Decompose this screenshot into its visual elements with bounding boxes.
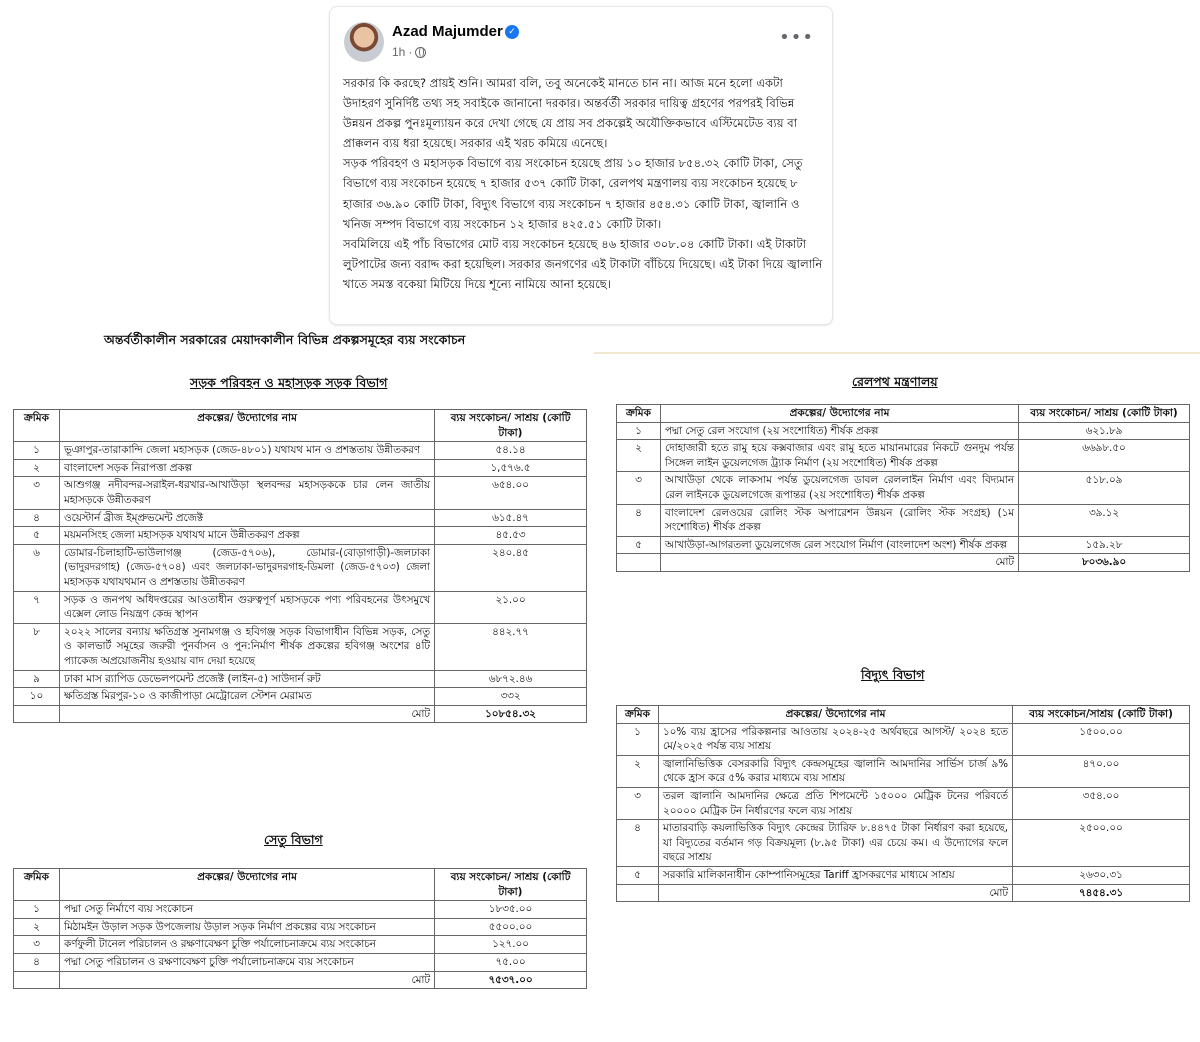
row-project-name: বাংলাদেশ সড়ক নিরাপত্তা প্রকল্প [60,459,435,477]
header-project-name: প্রকল্পের/ উদ্যোগের নাম [661,405,1019,423]
table-row [14,591,587,623]
row-serial: ১০ [14,688,60,706]
table-header-row [14,869,587,901]
avatar[interactable] [344,22,384,62]
row-serial: ৪ [14,509,60,527]
row-saving-value: ৫৪.১৪ [435,442,587,460]
row-saving-value: ২৫০০.০০ [1013,820,1190,867]
row-saving-value: ১২৭.০০ [435,936,587,954]
row-serial: ৯ [14,670,60,688]
row-project-name: আশুগঞ্জ নদীবন্দর-সরাইল-ধরখার-আখাউড়া স্থলবন্দর মহাসড়ককে চার লেন জাতীয় মহাসড়কে উন্নীতকরণ [60,477,435,509]
row-project-name: আখাউড়া থেকে লাকসাম পর্যন্ত ডুয়েলগেজ ডাবল রেললাইন নির্মাণ এবং বিদ্যমান রেল লাইনকে ডুয়েলগেজে রূপান্তর (২য় সংশোধিত) শীর্ষক প্রকল্প [661,472,1019,504]
row-project-name: বাংলাদেশ রেলওয়ের রোলিং স্টক অপারেশন উন্নয়ন (রোলিং স্টক সংগ্রহ) (১ম সংশোধিত) শীর্ষক প্রকল্প [661,504,1019,536]
table-row [617,472,1190,504]
table-row [617,422,1190,440]
table-row [14,936,587,954]
row-serial: ২ [14,459,60,477]
table-row [14,442,587,460]
row-project-name: মাতারবাড়ি কয়লাভিত্তিক বিদ্যুৎ কেন্দ্রের ট্যারিফ ৮.৪৪৭৫ টাকা নির্ধারণ করা হয়েছে, যা বিদ্যুতের বর্তমান গড় বিক্রয়মূল্য (৮.৯৫ টাকা) এর চেয়ে কম। এ উদ্যোগের ফলে বছরে সাশ্রয় [659,820,1013,867]
table-row [617,787,1190,819]
row-project-name: ওয়েস্টার্ন ব্রীজ ইম্প্রুভমেন্ট প্রজেক্ট [60,509,435,527]
total-label: মোট [60,971,435,989]
row-serial: ১ [14,901,60,919]
table-header-row [14,410,587,442]
more-options-icon[interactable]: ••• [779,27,814,48]
post-time[interactable]: 1h [392,45,406,59]
row-serial: ৫ [14,527,60,545]
row-serial: ৪ [617,504,661,536]
table-header-row [617,405,1190,423]
row-serial: ৪ [14,953,60,971]
table-row [617,536,1190,554]
rail-table [616,404,1190,572]
road-section-title: সড়ক পরিবহন ও মহাসড়ক সড়ক বিভাগ [190,375,388,390]
header-serial: ক্রমিক [617,706,659,724]
table-row [14,670,587,688]
total-label: মোট [659,884,1013,902]
row-saving-value: ১৫৯.২৮ [1019,536,1190,554]
header-project-name: প্রকল্পের/ উদ্যোগের নাম [659,706,1013,724]
row-saving-value: ৭৫.০০ [435,953,587,971]
row-project-name: ক্ষতিগ্রস্ত মিরপুর-১০ ও কাজীপাড়া মেট্রোরেল স্টেশন মেরামত [60,688,435,706]
header-project-name: প্রকল্পের/ উদ্যোগের নাম [60,410,435,442]
table-row [617,866,1190,884]
header-saving: ব্যয় সংকোচন/ সাশ্রয় (কোটি টাকা) [435,869,587,901]
table-total-row [617,884,1190,902]
table-row [14,623,587,670]
row-saving-value: ৩৩২ [435,688,587,706]
table-row [617,755,1190,787]
row-saving-value: ২৬৩০.৩১ [1013,866,1190,884]
row-project-name: পদ্মা সেতু রেল সংযোগ (২য় সংশোধিত) শীর্ষক প্রকল্প [661,422,1019,440]
row-serial: ৫ [617,866,659,884]
table-row [617,504,1190,536]
table-row [617,440,1190,472]
row-serial: ৭ [14,591,60,623]
row-serial: ৮ [14,623,60,670]
row-serial: ৩ [14,936,60,954]
table-row [14,953,587,971]
bridge-section-title: সেতু বিভাগ [264,832,323,847]
row-saving-value: ৬২১.৮৯ [1019,422,1190,440]
document-title: অন্তর্বর্তীকালীন সরকারের মেয়াদকালীন বিভিন্ন প্রকল্পসমূহের ব্যয় সংকোচন [104,332,466,347]
total-value: ১০৮৫৪.৩২ [435,705,587,723]
row-project-name: পদ্মা সেতু নির্মাণে ব্যয় সংকোচন [60,901,435,919]
table-row [14,918,587,936]
facebook-post [329,6,833,325]
row-saving-value: ৬৫৪.০০ [435,477,587,509]
total-value: ৮০৩৬.৯০ [1019,554,1190,572]
row-project-name: ২০২২ সালের বন্যায় ক্ষতিগ্রস্ত সুনামগঞ্জ ও হবিগঞ্জ সড়ক বিভাগাধীন বিভিন্ন সড়ক, সেতু ও কালভার্ট সমূহের জরুরী পুনর্বাসন ও পুন:নির্মাণ শীর্ষক প্রকল্পের হবিগঞ্জ অংশের ৪টি প্যাকেজ অপ্রয়োজনীয় হওয়ায় বাদ দেয়া হয়েছে [60,623,435,670]
post-author[interactable]: Azad Majumder [392,23,503,40]
row-serial: ৩ [617,787,659,819]
row-saving-value: ৪৭০.০০ [1013,755,1190,787]
table-row [14,459,587,477]
post-paragraph: সবমিলিয়ে এই পাঁচ বিভাগের মোট ব্যয় সংকোচন হয়েছে ৪৬ হাজার ৩০৮.০৪ কোটি টাকা। এই টাকাটা লুটপাটের জন্য বরাদ্দ করা হয়েছিল। সরকার জনগণের এই টাকাটা বাঁচিয়ে দিয়েছে। এই টাকা দিয়ে জ্বালানি খাতে সমস্ত বকেয়া মিটিয়ে দিয়ে শূন্যে নামিয়ে আনা হয়েছে। [343,236,823,291]
row-serial: ৩ [14,477,60,509]
divider [594,352,1200,354]
row-saving-value: ৬৬৯৮.৫০ [1019,440,1190,472]
table-row [14,527,587,545]
post-body [343,73,823,294]
table-row [14,688,587,706]
total-value: ৭৫৩৭.০০ [435,971,587,989]
row-project-name: তরল জ্বালানি আমদানির ক্ষেত্রে প্রতি শিপমেন্টে ১৫০০০ মেট্রিক টনের পরিবর্তে ২০০০০ মেট্রিক টন নির্ধারণের ফলে ব্যয় সাশ্রয় [659,787,1013,819]
row-serial: ২ [617,755,659,787]
row-saving-value: ৫৫০০.০০ [435,918,587,936]
row-project-name: ডোমার-চিলাহাটি-ভাউলাগঞ্জ (জেড-৫৭০৬), ডোমার-(বোড়াগাড়ী)-জলঢাকা (ভাদুরদরগাহ) (জেড-৫৭০৪) এবং জলঢাকা-ভাদুরদরগাহ-ডিমলা (জেড-৫৭০৩) জেলা মহাসড়ক যথাযথমান ও প্রশস্ততায় উন্নীতকরণ [60,544,435,591]
row-serial: ৪ [617,820,659,867]
row-project-name: কর্ণফুলী টানেল পরিচালন ও রক্ষণাবেক্ষণ চুক্তি পর্যালোচনাক্রমে ব্যয় সংকোচন [60,936,435,954]
verified-badge-icon: ✓ [505,25,519,39]
row-project-name: পদ্মা সেতু পরিচালন ও রক্ষণাবেক্ষণ চুক্তি পর্যালোচনাক্রমে ব্যয় সংকোচন [60,953,435,971]
bridge-table [13,868,587,989]
row-saving-value: ৪৪২.৭৭ [435,623,587,670]
row-saving-value: ২৪০.৪৫ [435,544,587,591]
row-saving-value: ৪৫.৫৩ [435,527,587,545]
table-row [14,901,587,919]
total-label: মোট [661,554,1019,572]
row-saving-value: ৬৮৭২.৪৬ [435,670,587,688]
row-project-name: জ্বালানিভিত্তিক বেসরকারি বিদ্যুৎ কেন্দ্রসমূহের জ্বালানি আমদানির সার্ভিস চার্জ ৯% থেকে হ্রাস করে ৫% করার মাধ্যমে ব্যয় সাশ্রয় [659,755,1013,787]
row-project-name: আখাউড়া-আগরতলা ডুয়েলগেজ রেল সংযোগ নির্মাণ (বাংলাদেশ অংশ) শীর্ষক প্রকল্প [661,536,1019,554]
total-blank-cell [617,554,661,572]
table-total-row [14,971,587,989]
header-saving: ব্যয় সংকোচন/ সাশ্রয় (কোটি টাকা) [435,410,587,442]
row-serial: ১ [617,723,659,755]
table-total-row [617,554,1190,572]
table-row [14,477,587,509]
row-project-name: মিঠামইন উড়াল সড়ক উপজেলায় উড়াল সড়ক নির্মাণ প্রকল্পের ব্যয় সংকোচন [60,918,435,936]
table-row [14,509,587,527]
total-label: মোট [60,705,435,723]
row-saving-value: ১৫০০.০০ [1013,723,1190,755]
row-project-name: দোহাজারী হতে রামু হয়ে কক্সবাজার এবং রামু হতে মায়ানমারের নিকটে গুনদুম পর্যন্ত সিঙ্গেল লাইন ডুয়েলগেজ ট্র্যাক নির্মাণ (২য় সংশোধিত) শীর্ষক প্রকল্প [661,440,1019,472]
header-serial: ক্রমিক [14,410,60,442]
row-project-name: সড়ক ও জনপথ অধিদপ্তরের আওতাধীন গুরুত্বপূর্ণ মহাসড়কে পণ্য পরিবহনের উৎসমুখে এক্সেল লোড নিয়ন্ত্রণ কেন্দ্র স্থাপন [60,591,435,623]
row-saving-value: ৫১৮.০৯ [1019,472,1190,504]
power-section-title: বিদ্যুৎ বিভাগ [861,667,925,682]
row-serial: ১ [14,442,60,460]
header-saving: ব্যয় সংকোচন/সাশ্রয় (কোটি টাকা) [1013,706,1190,724]
row-saving-value: ৩৫৪.০০ [1013,787,1190,819]
header-serial: ক্রমিক [14,869,60,901]
row-saving-value: ২১.০০ [435,591,587,623]
row-serial: ৩ [617,472,661,504]
power-table [616,705,1190,902]
row-project-name: ঢাকা মাস র‍্যাপিড ডেভেলপমেন্ট প্রজেক্ট (লাইন-৫) সাউদার্ন রুট [60,670,435,688]
post-meta: 1h · [392,45,426,59]
total-blank-cell [14,705,60,723]
table-total-row [14,705,587,723]
row-serial: ৬ [14,544,60,591]
post-paragraph: সরকার কি করছে? প্রায়ই শুনি। আমরা বলি, তবু অনেকেই মানতে চান না। আজ মনে হলো একটা উদাহরণ সুনির্দিষ্ট তথ্য সহ সবাইকে জানানো দরকার। অন্তর্বর্তী সরকার দায়িত্ব গ্রহণের পরপরই বিভিন্ন উন্নয়ন প্রকল্প পুনঃমূল্যায়ন করে দেখা গেছে যে প্রায় সব প্রকল্পেই অযৌক্তিকভাবে এস্টিমেটেড ব্যয় বা প্রাক্কলন ব্যয় ধরা হয়েছে। সরকার এই খরচ কমিয়ে এনেছে। [343,76,798,151]
row-saving-value: ১,৫৭৬.৫ [435,459,587,477]
row-project-name: সরকারি মালিকানাধীন কোম্পানিসমূহের Tariff হ্রাসকরণের মাধ্যমে সাশ্রয় [659,866,1013,884]
row-serial: ২ [617,440,661,472]
row-serial: ১ [617,422,661,440]
total-value: ৭৪৫৪.৩১ [1013,884,1190,902]
total-blank-cell [14,971,60,989]
globe-icon[interactable] [415,47,426,58]
table-row [617,820,1190,867]
row-saving-value: ৩৯.১২ [1019,504,1190,536]
table-row [14,544,587,591]
post-paragraph: সড়ক পরিবহণ ও মহাসড়ক বিভাগে ব্যয় সংকোচন হয়েছে প্রায় ১০ হাজার ৮৫৪.৩২ কোটি টাকা, সেতু বিভাগে ব্যয় সংকোচন হয়েছে ৭ হাজার ৫৩৭ কোটি টাকা, রেলপথ মন্ত্রণালয় ব্যয় সংকোচন হয়েছে ৮ হাজার ৩৬.৯০ কোটি টাকা, বিদ্যুৎ বিভাগে ব্যয় সংকোচন ৭ হাজার ৪৫৪.৩১ কোটি টাকা, জ্বালানি ও খনিজ সম্পদ বিভাগে ব্যয় সংকোচন ১২ হাজার ৪২৫.৫১ কোটি টাকা। [343,156,803,231]
total-blank-cell [617,884,659,902]
table-header-row [617,706,1190,724]
row-project-name: ১০% ব্যয় হ্রাসের পরিকল্পনার আওতায় ২০২৪-২৫ অর্থবছরে আগস্ট/ ২০২৪ হতে মে/২০২৫ পর্যন্ত ব্যয় সাশ্রয় [659,723,1013,755]
row-saving-value: ৬১৫.৪৭ [435,509,587,527]
row-serial: ২ [14,918,60,936]
row-serial: ৫ [617,536,661,554]
rail-section-title: রেলপথ মন্ত্রণালয় [852,374,938,389]
row-project-name: ভূঞাপুর-তারাকান্দি জেলা মহাসড়ক (জেড-৪৮০১) যথাযথ মান ও প্রশস্ততায় উন্নীতকরণ [60,442,435,460]
header-project-name: প্রকল্পের/ উদ্যোগের নাম [60,869,435,901]
row-saving-value: ১৮৩৫.০০ [435,901,587,919]
road-table [13,409,587,723]
table-row [617,723,1190,755]
header-serial: ক্রমিক [617,405,661,423]
row-project-name: ময়মনসিংহ জেলা মহাসড়ক যথাযথ মানে উন্নীতকরণ প্রকল্প [60,527,435,545]
header-saving: ব্যয় সংকোচন/ সাশ্রয় (কোটি টাকা) [1019,405,1190,423]
